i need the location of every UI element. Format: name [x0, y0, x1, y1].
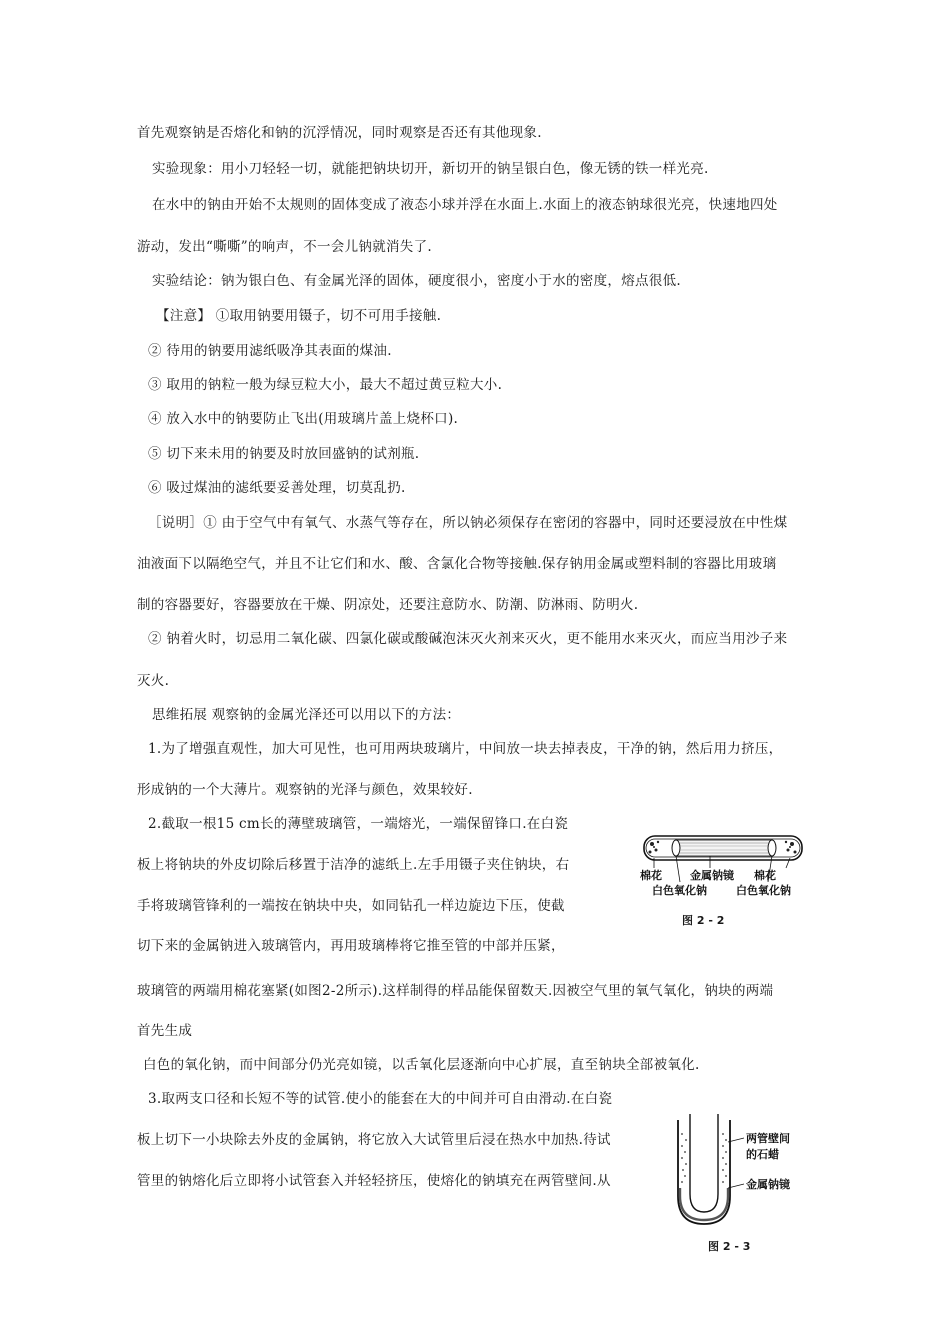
tube-diagram: [640, 832, 810, 902]
text-line: 白色的氧化钠，而中间部分仍光亮如镜，以舌氧化层逐渐向中心扩展，直至钠块全部被氧化.: [143, 1057, 700, 1073]
text-line: ③ 取用的钠粒一般为绿豆粒大小，最大不超过黄豆粒大小.: [148, 377, 503, 393]
text-line: 游动，发出“嘶嘶”的响声，不一会儿钠就消失了.: [137, 239, 432, 255]
text-line: ② 钠着火时，切忌用二氧化碳、四氯化碳或酸碱泡沫灭火剂来灭火，更不能用水来灭火，而应当用沙子来: [148, 631, 788, 647]
text-line: 首先观察钠是否熔化和钠的沉浮情况，同时观察是否还有其他现象.: [137, 125, 542, 141]
wax-dots: [681, 1133, 727, 1183]
text-line: ⑥ 吸过煤油的滤纸要妥善处理，切莫乱扔.: [148, 480, 406, 496]
text-line: 油液面下以隔绝空气，并且不让它们和水、酸、含氯化合物等接触.保存钠用金属或塑料制的容器比用玻璃: [137, 556, 777, 572]
label-wax-line2: 的石蜡: [746, 1148, 779, 1161]
label-sodium-mirror: 金属钠镜: [746, 1178, 790, 1191]
text-line: 首先生成: [137, 1023, 193, 1039]
u-tube-diagram: [668, 1112, 818, 1230]
text-line: 板上将钠块的外皮切除后移置于洁净的滤纸上.左手用镊子夹住钠块，右: [137, 857, 570, 873]
text-line: 形成钠的一个大薄片。观察钠的光泽与颜色，效果较好.: [137, 782, 473, 798]
text-line: 实验现象：用小刀轻轻一切，就能把钠块切开，新切开的钠呈银白色，像无锈的铁一样光亮.: [152, 161, 709, 177]
figure-2-3-caption: 图 2 - 3: [708, 1240, 751, 1253]
text-line: 3.取两支口径和长短不等的试管.使小的能套在大的中间并可自由滑动.在白瓷: [148, 1091, 613, 1107]
figure-2-2: [640, 832, 810, 902]
text-line: 管里的钠熔化后立即将小试管套入并轻轻挤压，使熔化的钠填充在两管壁间.从: [137, 1173, 611, 1189]
text-line: 板上切下一小块除去外皮的金属钠，将它放入大试管里后浸在热水中加热.待试: [137, 1132, 611, 1148]
text-line: 灭火.: [137, 673, 170, 689]
text-line: 2.截取一根15 cm长的薄壁玻璃管，一端熔光，一端保留锋口.在白瓷: [148, 816, 569, 832]
text-line: 切下来的金属钠进入玻璃管内，再用玻璃棒将它推至管的中部并压紧，: [137, 938, 565, 954]
text-line: 制的容器要好，容器要放在干燥、阴凉处，还要注意防水、防潮、防淋雨、防明火.: [137, 597, 639, 613]
text-line: 在水中的钠由开始不太规则的固体变成了液态小球并浮在水面上.水面上的液态钠球很光亮，快速地四处: [152, 197, 778, 213]
label-oxide-left: 白色氧化钠: [652, 884, 707, 897]
label-wax-line1: 两管壁间: [746, 1132, 790, 1145]
label-oxide-right: 白色氧化钠: [736, 884, 791, 897]
text-line: ［说明］① 由于空气中有氧气、水蒸气等存在，所以钠必须保存在密闭的容器中，同时还要浸放在中性煤: [148, 515, 788, 531]
text-line: 玻璃管的两端用棉花塞紧(如图2-2所示).这样制得的样品能保留数天.因被空气里的氧气氧化，钠块的两端: [137, 983, 774, 999]
text-line: ⑤ 切下来未用的钠要及时放回盛钠的试剂瓶.: [148, 446, 420, 462]
figure-2-3: [668, 1112, 818, 1230]
text-line: 手将玻璃管锋利的一端按在钠块中央，如同钻孔一样边旋边下压，使截: [137, 898, 565, 914]
text-line: ④ 放入水中的钠要防止飞出(用玻璃片盖上烧杯口).: [148, 411, 459, 427]
figure-2-2-caption: 图 2 - 2: [682, 914, 725, 927]
text-line: 思维拓展 观察钠的金属光泽还可以用以下的方法：: [152, 707, 461, 723]
label-sodium-mirror: 金属钠镜: [690, 869, 734, 882]
text-line: 实验结论：钠为银白色、有金属光泽的固体，硬度很小，密度小于水的密度，熔点很低.: [152, 273, 681, 289]
text-line: 【注意】 ①取用钠要用镊子，切不可用手接触.: [156, 308, 442, 324]
text-line: ② 待用的钠要用滤纸吸净其表面的煤油.: [148, 343, 392, 359]
label-cotton-right: 棉花: [754, 869, 776, 882]
label-cotton-left: 棉花: [640, 869, 662, 882]
text-line: 1.为了增强直观性，加大可见性，也可用两块玻璃片，中间放一块去掉表皮，干净的钠，然后用力挤压，: [148, 741, 783, 757]
